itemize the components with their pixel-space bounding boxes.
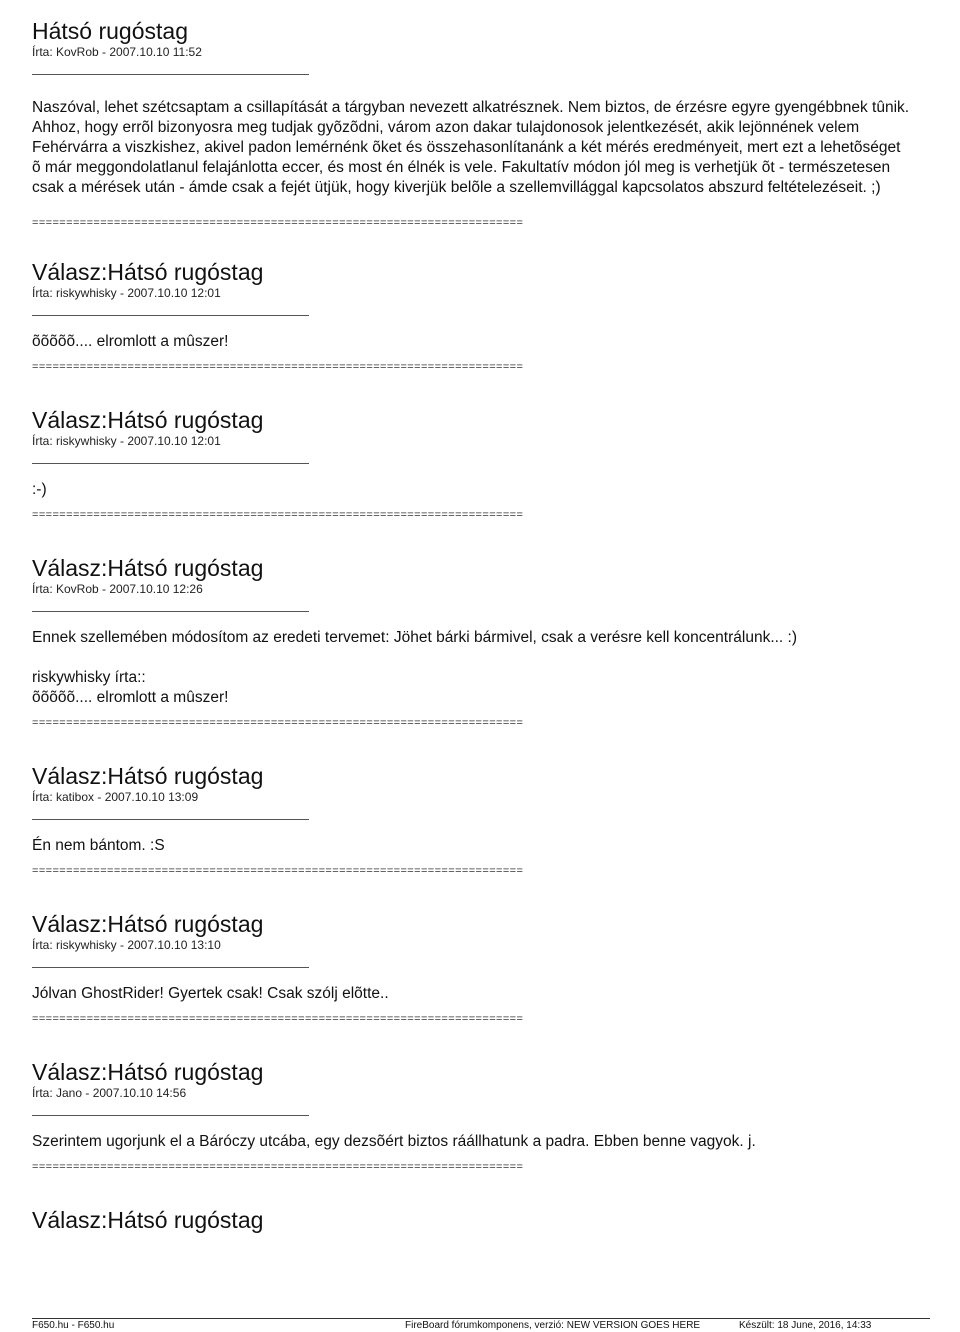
post <box>32 1059 912 1152</box>
post-divider <box>32 1115 309 1116</box>
post-title: Válasz:Hátsó rugóstag <box>32 407 264 433</box>
post-meta: Írta: katibox - 2007.10.10 13:09 <box>32 790 199 804</box>
post <box>32 1207 912 1234</box>
post-body: :-) <box>32 481 47 498</box>
post <box>32 259 912 352</box>
post <box>32 18 912 198</box>
post-divider <box>32 74 309 75</box>
post <box>32 763 912 856</box>
post-title: Válasz:Hátsó rugóstag <box>32 911 264 937</box>
post-meta: Írta: riskywhisky - 2007.10.10 12:01 <box>32 286 221 300</box>
post-body: Naszóval, lehet szétcsaptam a csillapítását a tárgyban nevezett alkatrésznek. Nem biztos, de érzésre egyre gyengébbnek tûnik. Ahhoz, hogy errõl bizonyosra meg tudjak gyõzõdni, várom azon dakar tulajdonosok jelentkezését, akik lejönnének velem Fehérvárra a viszkishez, akivel padon lemérnénk õket és összehasonlítanánk a két mérés eredményeit, mert ezt a lehetõséget õ már meggondolatlanul felajánlotta eccer, és most én élnék is vele. Fakultatív módon jól meg is verhetjük õt - természetesen csak a mérések után - ámde csak a fejét ütjük, hogy kiverjük belõle a szellemvillággal kapcsolatos abszurd feltételezéseit. ;) <box>32 99 910 196</box>
post-title: Válasz:Hátsó rugóstag <box>32 555 264 581</box>
post-meta: Írta: riskywhisky - 2007.10.10 13:10 <box>32 938 221 952</box>
post-title: Válasz:Hátsó rugóstag <box>32 259 264 285</box>
post <box>32 407 912 500</box>
page-footer <box>32 1318 880 1332</box>
post-body: Szerintem ugorjunk el a Báróczy utcába, egy dezsõért biztos ráállhatunk a padra. Ebben benne vagyok. j. <box>32 1133 756 1150</box>
forum-thread <box>32 0 912 1234</box>
post-title: Válasz:Hátsó rugóstag <box>32 763 264 789</box>
post-separator: ======================================================================== <box>32 1013 524 1025</box>
post-title: Válasz:Hátsó rugóstag <box>32 1059 264 1085</box>
post-separator: ======================================================================== <box>32 717 524 729</box>
post-separator: ======================================================================== <box>32 509 524 521</box>
post-divider <box>32 315 309 316</box>
post-body: Jólvan GhostRider! Gyertek csak! Csak szólj elõtte.. <box>32 985 389 1002</box>
footer-generated: Készült: 18 June, 2016, 14:33 <box>739 1320 872 1331</box>
post-title: Válasz:Hátsó rugóstag <box>32 1207 264 1233</box>
post <box>32 911 912 1004</box>
post-meta: Írta: KovRob - 2007.10.10 12:26 <box>32 582 203 596</box>
post-separator: ======================================================================== <box>32 217 524 229</box>
post-meta: Írta: KovRob - 2007.10.10 11:52 <box>32 45 202 59</box>
post-separator: ======================================================================== <box>32 361 524 373</box>
post-meta: Írta: riskywhisky - 2007.10.10 12:01 <box>32 434 221 448</box>
post-separator: ======================================================================== <box>32 865 524 877</box>
post-body: õõõõõ.... elromlott a mûszer! <box>32 333 229 350</box>
post-divider <box>32 611 309 612</box>
post-body: Ennek szellemében módosítom az eredeti tervemet: Jöhet bárki bármivel, csak a verésre kell koncentrálunk... :) riskywhisky írta:: õõõõõ.... elromlott a mûszer! <box>32 629 798 706</box>
footer-site: F650.hu - F650.hu <box>32 1320 115 1331</box>
post-meta: Írta: Jano - 2007.10.10 14:56 <box>32 1086 187 1100</box>
post <box>32 555 912 708</box>
post-body: Én nem bántom. :S <box>32 837 165 854</box>
post-divider <box>32 967 309 968</box>
post-divider <box>32 463 309 464</box>
post-title: Hátsó rugóstag <box>32 18 188 44</box>
footer-divider <box>32 1318 930 1319</box>
post-separator: ======================================================================== <box>32 1161 524 1173</box>
footer-component: FireBoard fórumkomponens, verzió: NEW VERSION GOES HERE <box>405 1320 701 1331</box>
post-divider <box>32 819 309 820</box>
